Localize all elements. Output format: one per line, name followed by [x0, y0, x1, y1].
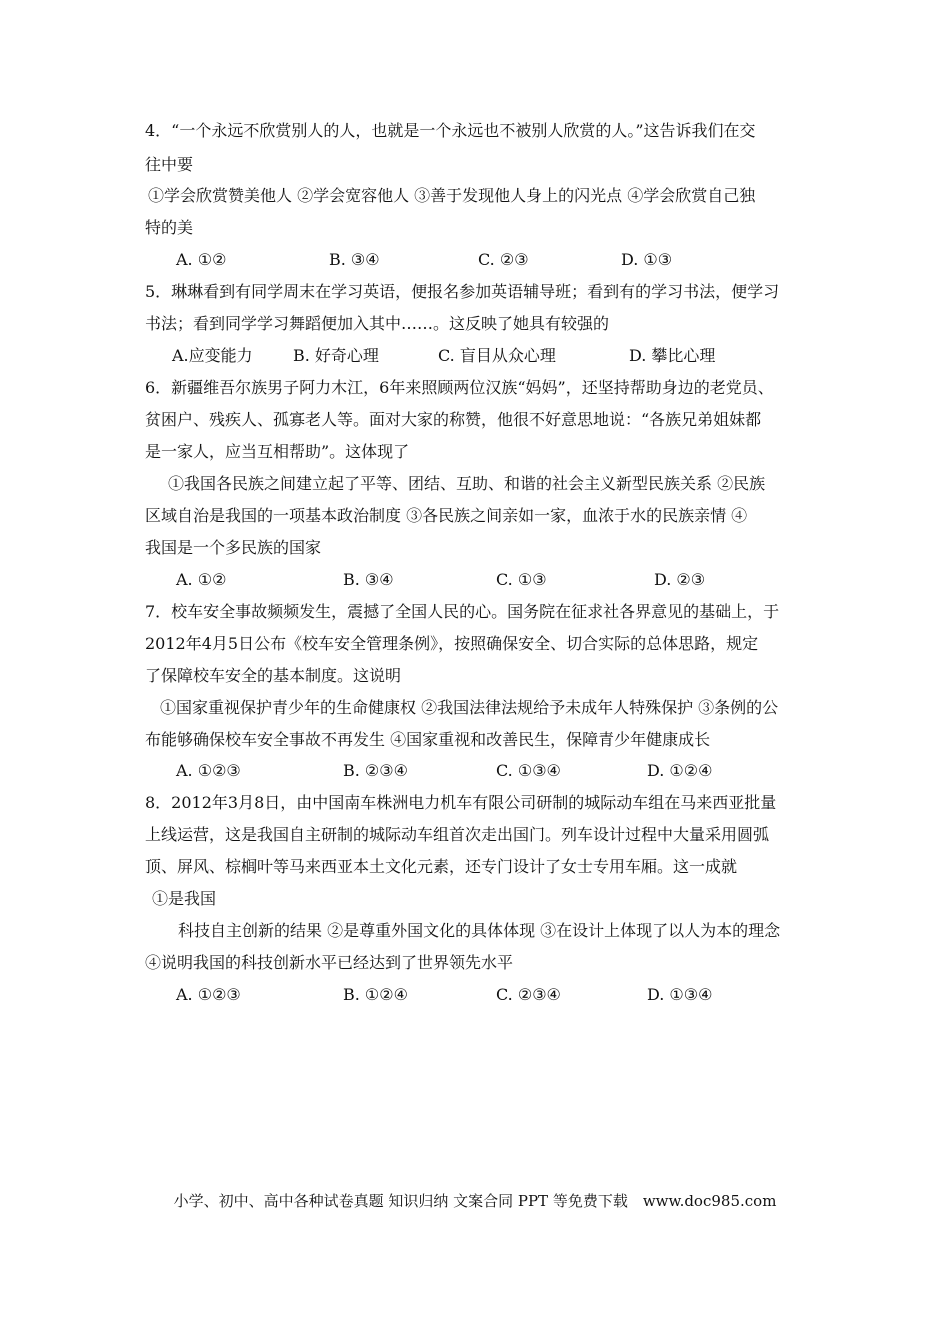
question-8-options — [0, 985, 950, 1005]
page-footer: 小学、初中、高中各种试卷真题 知识归纳 文案合同 PPT 等免费下载 www.doc985.com — [173, 1192, 777, 1210]
option-d[interactable]: D. ②③ — [654, 570, 706, 589]
option-d[interactable]: D. ①②④ — [647, 761, 713, 780]
option-c[interactable]: C. ①③ — [496, 570, 547, 589]
question-6-statements-line-1: ①我国各民族之间建立起了平等、团结、互助、和谐的社会主义新型民族关系 ②民族 — [168, 474, 766, 493]
question-8-statements-line-3: ④说明我国的科技创新水平已经达到了世界领先水平 — [145, 953, 514, 972]
question-4-stem-line-2: 往中要 — [145, 155, 194, 174]
question-6-stem-line-3: 是一家人，应当互相帮助”。这体现了 — [145, 442, 410, 461]
question-8-stem-line-3: 顶、屏风、棕榈叶等马来西亚本土文化元素，还专门设计了女士专用车厢。这一成就 — [145, 857, 738, 876]
option-a[interactable]: A. ①②③ — [176, 761, 241, 780]
question-5-stem-line-1: 5．琳琳看到有同学周末在学习英语，便报名参加英语辅导班；看到有的学习书法，便学习 — [145, 282, 780, 301]
question-8-statements-line-1: ①是我国 — [152, 889, 217, 908]
question-7-stem-line-1: 7．校车安全事故频频发生，震撼了全国人民的心。国务院在征求社各界意见的基础上，于 — [145, 602, 780, 621]
option-a[interactable]: A. ①②③ — [176, 985, 241, 1004]
option-b[interactable]: B. ③④ — [343, 570, 394, 589]
question-5-options — [0, 346, 950, 366]
option-b[interactable]: B. ②③④ — [343, 761, 408, 780]
question-6-stem-line-2: 贫困户、残疾人、孤寡老人等。面对大家的称赞，他很不好意思地说：“各族兄弟姐妹都 — [145, 410, 762, 429]
option-c[interactable]: C. ②③ — [478, 250, 529, 269]
option-c[interactable]: C. 盲目从众心理 — [438, 346, 556, 365]
question-7-statements-line-1: ①国家重视保护青少年的生命健康权 ②我国法律法规给予未成年人特殊保护 ③条例的公 — [160, 698, 779, 717]
question-6-options — [0, 570, 950, 590]
question-7-options — [0, 761, 950, 781]
question-5-stem-line-2: 书法；看到同学学习舞蹈便加入其中……。这反映了她具有较强的 — [145, 314, 610, 333]
question-8-statements-line-2: 科技自主创新的结果 ②是尊重外国文化的具体体现 ③在设计上体现了以人为本的理念 — [178, 921, 781, 940]
option-d[interactable]: D. ①③④ — [647, 985, 713, 1004]
option-c[interactable]: C. ①③④ — [496, 761, 561, 780]
option-a[interactable]: A. ①② — [176, 570, 227, 589]
question-6-statements-line-2: 区域自治是我国的一项基本政治制度 ③各民族之间亲如一家，血浓于水的民族亲情 ④ — [145, 506, 748, 525]
option-b[interactable]: B. ③④ — [329, 250, 380, 269]
option-a[interactable]: A. ①② — [176, 250, 227, 269]
option-b[interactable]: B. ①②④ — [343, 985, 408, 1004]
question-8-stem-line-2: 上线运营，这是我国自主研制的城际动车组首次走出国门。列车设计过程中大量采用圆弧 — [145, 825, 770, 844]
option-c[interactable]: C. ②③④ — [496, 985, 561, 1004]
question-7-stem-line-2: 2012年4月5日公布《校车安全管理条例》，按照确保安全、切合实际的总体思路，规定 — [145, 634, 759, 653]
option-b[interactable]: B. 好奇心理 — [293, 346, 379, 365]
question-4-statements-line-2: 特的美 — [145, 218, 194, 237]
question-4-stem-line-1: 4．“一个永远不欣赏别人的人，也就是一个永远也不被别人欣赏的人。”这告诉我们在交 — [145, 121, 756, 140]
question-4-options — [0, 250, 950, 270]
option-d[interactable]: D. 攀比心理 — [629, 346, 716, 365]
question-8-stem-line-1: 8．2012年3月8日，由中国南车株洲电力机车有限公司研制的城际动车组在马来西亚批量 — [145, 793, 777, 812]
question-7-statements-line-2: 布能够确保校车安全事故不再发生 ④国家重视和改善民生，保障青少年健康成长 — [145, 730, 711, 749]
question-6-stem-line-1: 6．新疆维吾尔族男子阿力木江，6年来照顾两位汉族“妈妈”，还坚持帮助身边的老党员、 — [145, 378, 774, 397]
option-a[interactable]: A.应变能力 — [172, 346, 253, 365]
question-4-statements-line-1: ①学会欣赏赞美他人 ②学会宽容他人 ③善于发现他人身上的闪光点 ④学会欣赏自己独 — [148, 186, 756, 205]
question-7-stem-line-3: 了保障校车安全的基本制度。这说明 — [145, 666, 402, 685]
question-6-statements-line-3: 我国是一个多民族的国家 — [145, 538, 322, 557]
option-d[interactable]: D. ①③ — [621, 250, 673, 269]
